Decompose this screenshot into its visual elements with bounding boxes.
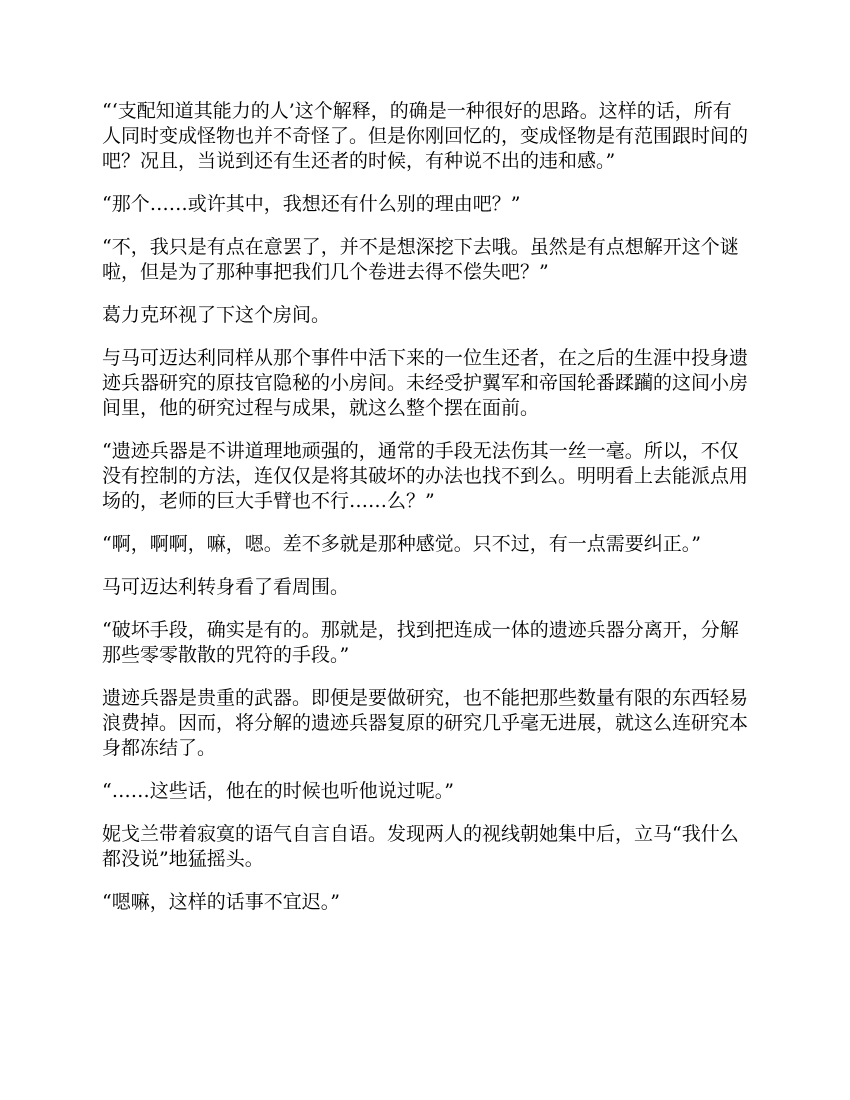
document-body [102,99,748,933]
paragraph: 妮戈兰带着寂寞的语气自言自语。发现两人的视线朝她集中后，立马“我什么都没说”地猛摇头。 [102,823,739,870]
paragraph: “……这些话，他在的时候也听他说过呢。” [102,780,454,802]
paragraph: “那个……或许其中，我想还有什么别的理由吧？” [102,193,521,215]
paragraph: 与马可迈达利同样从那个事件中活下来的一位生还者，在之后的生涯中投身遗迹兵器研究的原技官隐秘的小房间。未经受护翼军和帝国轮番蹂躏的这间小房间里，他的研究过程与成果，就这么整个摆在面前。 [102,347,749,419]
paragraph: 葛力克环视了下这个房间。 [102,304,331,326]
paragraph: “‘支配知道其能力的人’这个解释，的确是一种很好的思路。这样的话，所有人同时变成怪物也并不奇怪了。但是你刚回忆的，变成怪物是有范围跟时间的吧？况且，当说到还有生还者的时候，有种说不出的违和感。” [102,100,749,172]
paragraph: “嗯嘛，这样的话事不宜迟。” [102,891,340,913]
paragraph: “啊，啊啊，嘛，嗯。差不多就是那种感觉。只不过，有一点需要纠正。” [102,533,701,555]
paragraph: 遗迹兵器是贵重的武器。即便是要做研究，也不能把那些数量有限的东西轻易浪费掉。因而，将分解的遗迹兵器复原的研究几乎毫无进展，就这么连研究本身都冻结了。 [102,687,749,759]
paragraph: 马可迈达利转身看了看周围。 [102,576,350,598]
paragraph: “破坏手段，确实是有的。那就是，找到把连成一体的遗迹兵器分离开，分解那些零零散散的咒符的手段。” [102,619,739,666]
paragraph: “遗迹兵器是不讲道理地顽强的，通常的手段无法伤其一丝一毫。所以，不仅没有控制的方法，连仅仅是将其破坏的办法也找不到么。明明看上去能派点用场的，老师的巨大手臂也不行……么？” [102,440,749,512]
paragraph: “不，我只是有点在意罢了，并不是想深挖下去哦。虽然是有点想解开这个谜啦，但是为了那种事把我们几个卷进去得不偿失吧？” [102,236,739,283]
